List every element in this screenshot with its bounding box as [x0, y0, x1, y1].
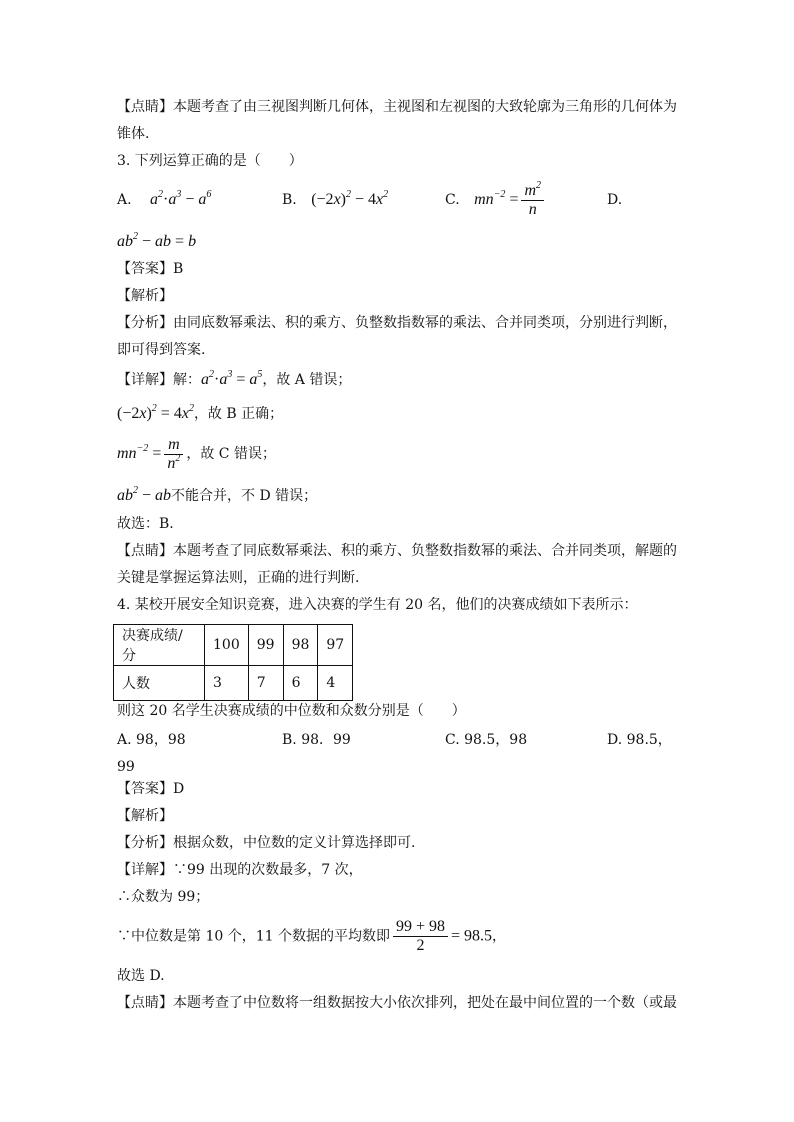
- table-cell: 决赛成绩/分: [114, 625, 205, 666]
- detail-3-d: [117, 486, 317, 506]
- math-expr-detail-d: $ab^2$ − ab: [117, 485, 172, 504]
- choose-4: 故选 D.: [117, 968, 165, 984]
- q4-option-b: B. 98．99: [282, 732, 351, 748]
- detail-4-line-2: ∴众数为 99；: [117, 889, 210, 905]
- option-label: C.: [445, 192, 460, 209]
- table-row: [114, 666, 353, 701]
- detail-prefix: 【详解】解：: [117, 372, 201, 388]
- q3-option-d-label: D.: [607, 192, 623, 208]
- fenxi-3-line-1: 【分析】由同底数幂乘法、积的乘方、负整数指数幂的乘法、合并同类项，分别进行判断，: [117, 315, 677, 331]
- analysis-3-label: 【解析】: [117, 288, 173, 304]
- math-expr-c: $mn^{-2}$ = $\frac{m^2}{n}$: [474, 191, 547, 208]
- table-cell: 97: [318, 625, 353, 666]
- q3-option-b: [282, 190, 388, 210]
- fenxi-4: 【分析】根据众数，中位数的定义计算选择即可.: [117, 835, 416, 851]
- table-cell: 99: [248, 625, 283, 666]
- detail-b-suffix: ，故 B 正确；: [193, 406, 284, 422]
- answer-4: 【答案】D: [117, 781, 185, 797]
- math-expr-b: $(-2x)^2 - 4x^2$: [311, 189, 389, 208]
- q3-option-c: [445, 182, 547, 219]
- table-cell: 人数: [114, 666, 205, 701]
- dianjing-3-line-2: 关键是掌握运算法则，正确的进行判断.: [117, 570, 360, 586]
- q4-option-a: A. 98，98: [117, 732, 186, 748]
- math-expr-detail-a: $a^2\cdot a^3 = a^5$: [201, 369, 263, 388]
- answer-3: 【答案】B: [117, 261, 184, 277]
- analysis-4-label: 【解析】: [117, 808, 173, 824]
- fraction-median: [393, 918, 448, 955]
- math-expr-detail-c: $mn^{-2}$ = $\frac{m}{n^2}$: [117, 445, 186, 462]
- math-expr-a: $a^2\cdot a^3 - a^6$: [150, 189, 212, 208]
- detail-a-suffix: ，故 A 错误；: [262, 372, 352, 388]
- detail-4-suffix: ，: [492, 928, 507, 945]
- fraction-numerator: 99 + 98: [393, 918, 448, 937]
- detail-d-suffix: 不能合并，不 D 错误；: [171, 488, 318, 504]
- detail-3-a: [117, 370, 351, 390]
- table-cell: 4: [318, 666, 353, 701]
- question-3-title: 3. 下列运算正确的是（ ）: [117, 153, 303, 169]
- fraction-result: = 98.5: [451, 927, 493, 945]
- question-4-text: 则这 20 名学生决赛成绩的中位数和众数分别是（ ）: [117, 703, 466, 719]
- detail-4-line-3: [117, 918, 506, 955]
- question-4-title: 4. 某校开展安全知识竞赛，进入决赛的学生有 20 名，他们的决赛成绩如下表所示：: [117, 597, 638, 613]
- dianjing-4: 【点睛】本题考查了中位数将一组数据按大小依次排列，把处在最中间位置的一个数（或最: [117, 995, 677, 1011]
- q4-option-c: C. 98.5，98: [445, 732, 528, 748]
- detail-c-suffix: ，故 C 错误；: [186, 446, 276, 463]
- choose-3: 故选：B.: [117, 516, 174, 532]
- option-label: A.: [117, 192, 132, 208]
- table-cell: 3: [205, 666, 249, 701]
- q4-option-d-wrap: 99: [117, 759, 135, 775]
- detail-4-line-1: 【详解】∵99 出现的次数最多，7 次，: [117, 862, 363, 878]
- scores-table: [113, 624, 353, 701]
- table-cell: 7: [248, 666, 283, 701]
- table-cell: 6: [283, 666, 318, 701]
- fraction-denominator: 2: [416, 937, 425, 954]
- q3-option-a: [117, 190, 211, 210]
- q4-option-d: D. 98.5，: [607, 732, 672, 748]
- dianjing-3-line-1: 【点睛】本题考查了同底数幂乘法、积的乘方、负整数指数幂的乘法、合并同类项，解题的: [117, 543, 677, 559]
- dianjing-line-2: 锥体.: [117, 126, 150, 142]
- table-row: [114, 625, 353, 666]
- math-expr-detail-b: $(-2x)^2 = 4x^2$: [117, 403, 194, 422]
- detail-3-b: [117, 404, 283, 424]
- fenxi-3-line-2: 即可得到答案.: [117, 342, 206, 358]
- table-cell: 100: [205, 625, 249, 666]
- table-cell: 98: [283, 625, 318, 666]
- q3-option-d-expr: $ab^2$ − ab = b: [117, 231, 197, 250]
- detail-4-prefix: ∵中位数是第 10 个，11 个数据的平均数即: [117, 928, 390, 945]
- dianjing-line-1: 【点睛】本题考查了由三视图判断几何体，主视图和左视图的大致轮廓为三角形的几何体为: [117, 99, 677, 115]
- detail-3-c: [117, 436, 276, 473]
- option-label: B.: [282, 192, 297, 208]
